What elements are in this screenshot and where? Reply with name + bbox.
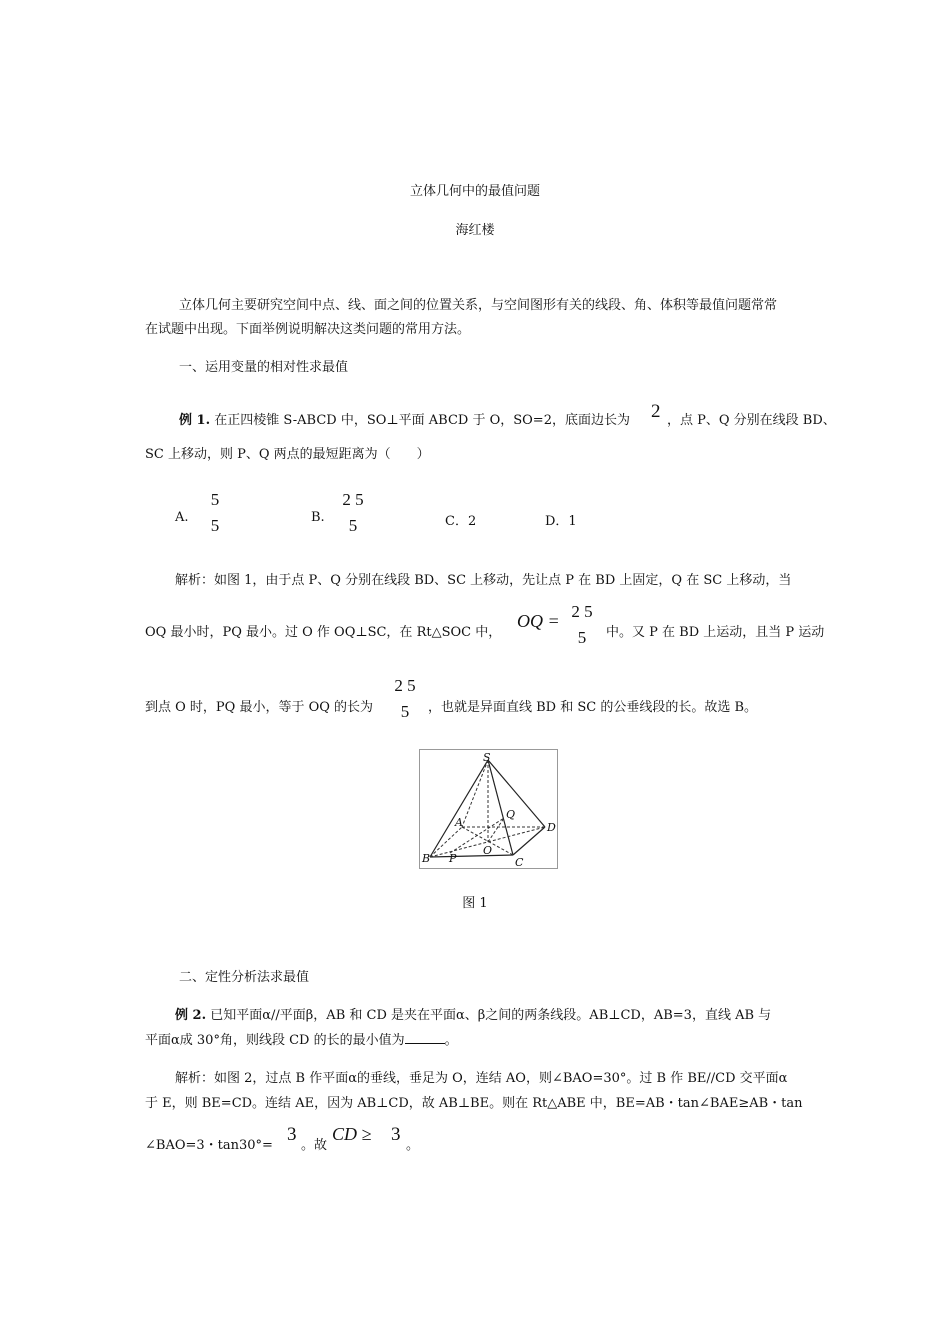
- oq-fraction: [560, 599, 604, 651]
- label-d: D: [547, 821, 556, 834]
- edge-bc: [430, 855, 513, 857]
- example-1-line-2: SC 上移动，则 P、Q 两点的最短距离为（ ）: [145, 447, 430, 462]
- intro-line-2: 在试题中出现。下面举例说明解决这类问题的常用方法。: [145, 322, 471, 337]
- example-1-line-1: [179, 409, 630, 428]
- section-heading-2: 二、定性分析法求最值: [179, 970, 310, 985]
- label-a: A: [455, 816, 463, 829]
- doc-title: 立体几何中的最值问题: [409, 184, 540, 199]
- label-o: O: [483, 844, 493, 857]
- edge-sb: [430, 760, 488, 857]
- example-1-text-a: 在正四棱锥 S-ABCD 中，SO⊥平面 ABCD 于 O，SO=2，底面边长为: [214, 413, 630, 428]
- answer-blank: [405, 1031, 445, 1044]
- solution-1-line-2a: OQ 最小时，PQ 最小。过 O 作 OQ⊥SC，在 Rt△SOC 中，: [145, 625, 502, 640]
- example-1-label: 例 1.: [179, 413, 211, 428]
- solution-2-line-3a: ∠BAO=3・tan30°=: [145, 1138, 273, 1153]
- option-a-denominator: 5: [210, 516, 220, 535]
- edge-sa: [462, 760, 488, 827]
- example-2-label: 例 2.: [175, 1008, 207, 1023]
- solution-1-line-1: 解析：如图 1，由于点 P、Q 分别在线段 BD、SC 上移动，先让点 P 在 BD 上固定，Q 在 SC 上移动，当: [175, 573, 792, 588]
- option-a-numerator: 5: [210, 490, 220, 509]
- pq-fraction: [383, 673, 427, 725]
- label-c: C: [515, 856, 524, 868]
- doc-author: 海红楼: [455, 223, 495, 238]
- solution-1-line-2b: 中。又 P 在 BD 上运动，且当 P 运动: [606, 625, 825, 640]
- pq-denominator: 5: [400, 702, 410, 721]
- value-root-3-a: 3: [287, 1124, 297, 1145]
- option-b-numerator: 2 5: [342, 490, 364, 509]
- value-root-3-b: 3: [391, 1124, 401, 1145]
- section-heading-1: 一、运用变量的相对性求最值: [179, 360, 349, 375]
- edge-length-value: 2: [651, 401, 661, 422]
- example-2-line-2: [145, 1029, 458, 1048]
- solution-2-line-3c: 。: [406, 1138, 420, 1153]
- label-s: S: [483, 751, 491, 764]
- example-2-text: 已知平面α//平面β，AB 和 CD 是夹在平面α、β之间的两条线段。AB⊥CD，AB=3，直线 AB 与: [210, 1008, 772, 1023]
- oq-numerator: 2 5: [571, 602, 593, 621]
- solution-1-line-3a: 到点 O 时，PQ 最小，等于 OQ 的长为: [145, 700, 374, 715]
- example-2-line-1: [175, 1004, 771, 1023]
- pyramid-diagram: [420, 750, 557, 868]
- solution-1-line-3b: ，也就是异面直线 BD 和 SC 的公垂线段的长。故选 B。: [428, 700, 758, 715]
- pq-numerator: 2 5: [394, 676, 416, 695]
- option-a-fraction: [200, 487, 230, 539]
- example-2-text-a: 平面α成 30°角，则线段 CD 的长的最小值为: [145, 1033, 405, 1048]
- option-c: C．2: [445, 514, 477, 529]
- option-b-label: B.: [311, 510, 325, 525]
- label-p: P: [449, 852, 457, 865]
- figure-1-pyramid: [419, 749, 558, 869]
- figure-1-caption: 图 1: [462, 896, 488, 911]
- solution-2-line-1: 解析：如图 2，过点 B 作平面α的垂线，垂足为 O，连结 AO，则∠BAO=30°。过 B 作 BE//CD 交平面α: [175, 1071, 788, 1086]
- intro-line-1: 立体几何主要研究空间中点、线、面之间的位置关系，与空间图形有关的线段、角、体积等最值问题常常: [179, 298, 778, 313]
- option-d: D．1: [545, 514, 577, 529]
- example-1-text-b: ，点 P、Q 分别在线段 BD、: [667, 413, 836, 428]
- label-b: B: [422, 852, 431, 865]
- example-2-text-b: 。: [444, 1033, 458, 1048]
- cd-inequality: CD ≥: [332, 1124, 372, 1144]
- option-b-denominator: 5: [348, 516, 358, 535]
- label-q: Q: [506, 808, 516, 821]
- solution-2-line-2: 于 E，则 BE=CD。连结 AE，因为 AB⊥CD，故 AB⊥BE。则在 Rt△ABE 中，BE=AB・tan∠BAE≥AB・tan: [145, 1096, 803, 1111]
- segment-oq: [488, 818, 504, 842]
- option-a-label: A.: [175, 510, 189, 525]
- oq-expression: OQ =: [517, 611, 560, 631]
- solution-2-line-3b: 。故: [301, 1138, 328, 1153]
- option-b-fraction: [331, 487, 375, 539]
- oq-denominator: 5: [577, 628, 587, 647]
